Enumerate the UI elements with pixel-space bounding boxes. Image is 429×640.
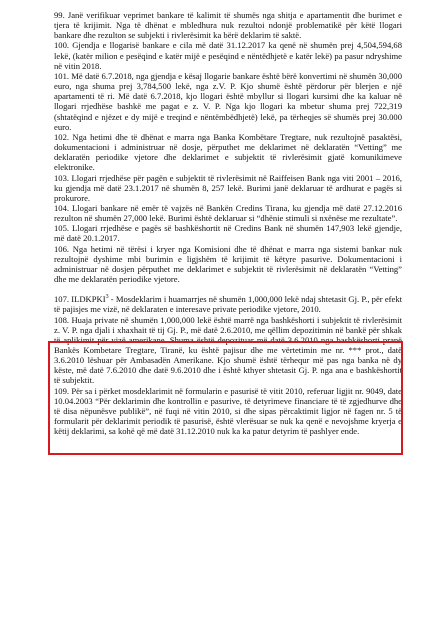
- paragraph-gap: [54, 284, 402, 294]
- footnote-marker[interactable]: 3: [105, 294, 109, 301]
- paragraph-107: [54, 294, 402, 314]
- paragraph-102: 102. Nga hetimi dhe të dhënat e marra nga Banka Kombëtare Tregtare, nuk rezultojnë pasaktësi, dokumentacioni i administruar në dosje, përputhet me deklarimet në deklaratën “Vetting” me deklaratën periodike vjetore dhe deklarimet e subjektit të rivlerësimit gjatë komunikimeve elektronike.: [54, 131, 402, 173]
- paragraph-106: 106. Nga hetimi në tërësi i kryer nga Komisioni dhe të dhënat e marra nga sistemi bankar nuk rezultojnë dyshime mbi burimin e ligjshëm të krijimit të këtyre pasurive. Dokumentacioni i administruar në dosjen përputhet me deklarimet e subjektit të rivlerësimit në deklaratën “Vetting” dhe me deklaratën periodike vjetore.: [54, 243, 402, 285]
- paragraph-109: 109. Për sa i përket mosdeklarimit në formularin e pasurisë të vitit 2010, referuar ligjit nr. 9049, date 10.04.2003 “Për deklarimin dhe kontrollin e pasurive, të detyrimeve financiare të të zgjedhurve dhe të disa nëpunësve publikë”, në fuqi në vitin 2010, si dhe sipas përcaktimit ligjor në fagen nr. 5 të formularit për deklarimit periodik të pasurisë, është vlerësuar se nuk ka qenë e nevojshme kryerja e këtij deklarimi, sa kohë që më datë 31.12.2010 nuk ka ka patur detyrim të pashlyer ende.: [54, 385, 402, 437]
- paragraph-107-label: 107. ILDKPKI: [54, 294, 106, 305]
- paragraph-108: 108. Huaja private në shumën 1,000,000 lekë është marrë nga bashkëshorti i subjektit të rivlerësimit z. V. P. nga djali i xhaxhait të tij Gj. P., më datë 2.6.2010, me qëllim depozitimin në bankë për shkak të aplikimit për vizë amerikane. Shuma është depozituar më datë 3.6.2010 nga bashkëshorti pranë Bankës Kombetare Tregtare, Tiranë, ku është pajisur dhe me vërtetimin me nr. *** prot., datë 3.6.2010 lëshuar për Ambasadën Amerikane. Kjo shumë është tërhequr më pas nga banka në dy këste, më datë 7.6.2010 dhe datë 9.6.2010 dhe i është kthyer shtetasit Gj. P. nga ana e bashkëshortit të subjektit.: [54, 314, 402, 386]
- paragraph-107-text: - Mosdeklarim i huamarrjes në shumën 1,000,000 lekë ndaj shtetasit Gj. P., për efekt të pajisjes me vizë, në deklaraten e interesave private periodike vjetore, 2010.: [54, 294, 403, 315]
- document-body: [54, 10, 402, 436]
- paragraph-105: 105. Llogari rrjedhëse e pagës së bashkëshortit në Credins Bank në shumën 147,903 lekë gjendje, më datë 20.1.2017.: [54, 223, 402, 244]
- paragraph-101: 101. Më datë 6.7.2018, nga gjendja e kësaj llogarie bankare është bërë konvertimi në shumën 30,000 euro, nga shuma prej 3,784,500 lekë, nga z.V. P. Kjo shumë është përdorur për blerjen e një apartamenti të ri. Më datë 6.7.2018, kjo llogari është mbyllur si llogari kursimi dhe ka kaluar në llogari rrjedhëse bashkë me pagat e z. V. P. Nga kjo llogari ka mbetur shuma prej 722,319 (shtatëqind e njëzet e dy mijë e treqind e nëntëmbëdhjetë) lekë, pa tërheqjes së shumës prej 30.000 euro.: [54, 70, 402, 132]
- paragraph-100: 100. Gjendja e llogarisë bankare e cila më datë 31.12.2017 ka qenë në shumën prej 4,504,594,68 lekë, (katër milion e pesëqind e katër mijë e pesëqind e nëntëdhjetë e katër lekë) pa pasur ndryshime në vitin 2018.: [54, 40, 402, 71]
- paragraph-103: 103. Llogari rrjedhëse për pagën e subjektit të rivlerësimit në Raiffeisen Bank nga viti 2001 – 2016, ku gjendja më datë 23.1.2017 në shumën 8, 257 lekë. Burimi janë deklaruar të ardhurat e pagës si prokurore.: [54, 172, 402, 203]
- paragraph-99: 99. Janë verifikuar veprimet bankare të kalimit të shumës nga shitja e apartamentit dhe burimet e tjera të krijimit. Nga të dhënat e mbledhura nuk rezultoi ndonjë problematikë për këtë llogari bankare dhe rezulton se subjekti i rivlerësimit ka bërë deklarim të saktë.: [54, 10, 402, 41]
- paragraph-104: 104. Llogari bankare në emër të vajzës në Bankën Credins Tirana, ku gjendja më datë 27.12.2016 rezulton në shumën 27,000 lekë. Burimi është deklaruar si “dhënie stimuli si nxënëse me rezultate”.: [54, 202, 402, 224]
